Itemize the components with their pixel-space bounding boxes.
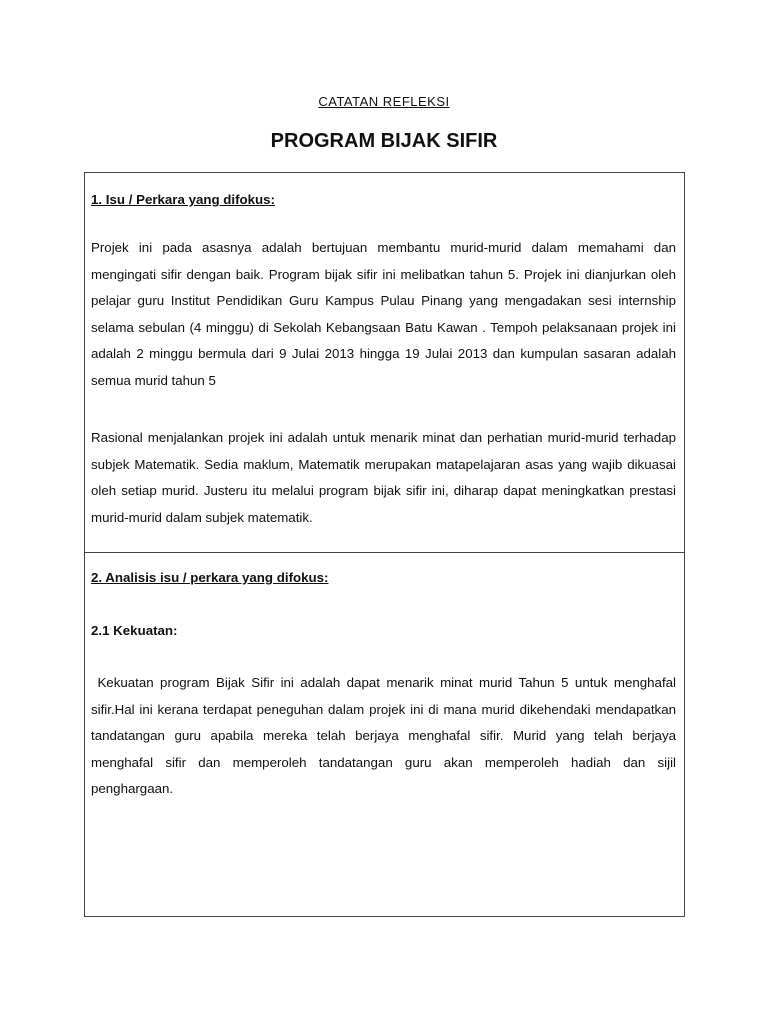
document-title: PROGRAM BIJAK SIFIR xyxy=(270,130,498,152)
reflection-table xyxy=(84,172,685,917)
section-1-paragraph-2: Rasional menjalankan projek ini adalah untuk menarik minat dan perhatian murid-murid terhadap subjek Matematik. Sedia maklum, Matematik merupakan matapelajaran asas yang wajib dikuasai oleh setiap murid. Justeru itu melalui program bijak sifir ini, diharap dapat meningkatkan prestasi murid-murid dalam subjek matematik. xyxy=(91,430,676,525)
document-label: CATATAN REFLEKSI xyxy=(318,94,450,109)
table-row-divider xyxy=(85,552,684,553)
section-2-heading: 2. Analisis isu / perkara yang difokus: xyxy=(91,570,329,585)
section-2-paragraph-1-wrap xyxy=(91,670,680,803)
section-2-cell xyxy=(91,565,676,592)
section-1-cell xyxy=(91,187,676,214)
section-2-subheading: 2.1 Kekuatan: xyxy=(91,623,178,638)
section-1-paragraph-1: Projek ini pada asasnya adalah bertujuan membantu murid-murid dalam memahami dan mengingati sifir dengan baik. Program bijak sifir ini melibatkan tahun 5. Projek ini dianjurkan oleh pelajar guru Institut Pendidikan Guru Kampus Pulau Pinang yang mengadakan sesi internship selama sebulan (4 minggu) di Sekolah Kebangsaan Batu Kawan . Tempoh pelaksanaan projek ini adalah 2 minggu bermula dari 9 Julai 2013 hingga 19 Julai 2013 dan kumpulan sasaran adalah semua murid tahun 5 xyxy=(91,240,676,388)
section-1-paragraph-2-wrap xyxy=(91,425,676,531)
section-2-paragraph-1: Kekuatan program Bijak Sifir ini adalah dapat menarik minat murid Tahun 5 untuk menghafal sifir.Hal ini kerana terdapat peneguhan dalam projek ini di mana murid dikehendaki mendapatkan tandatangan guru apabila mereka telah berjaya menghafal sifir. Murid yang telah berjaya menghafal sifir dan memperoleh tandatangan guru akan memperoleh hadiah dan sijil penghargaan. xyxy=(91,675,680,796)
section-1-paragraph-1-wrap xyxy=(91,235,676,394)
section-2-subheading-wrap xyxy=(91,618,676,645)
section-1-heading: 1. Isu / Perkara yang difokus: xyxy=(91,192,276,207)
